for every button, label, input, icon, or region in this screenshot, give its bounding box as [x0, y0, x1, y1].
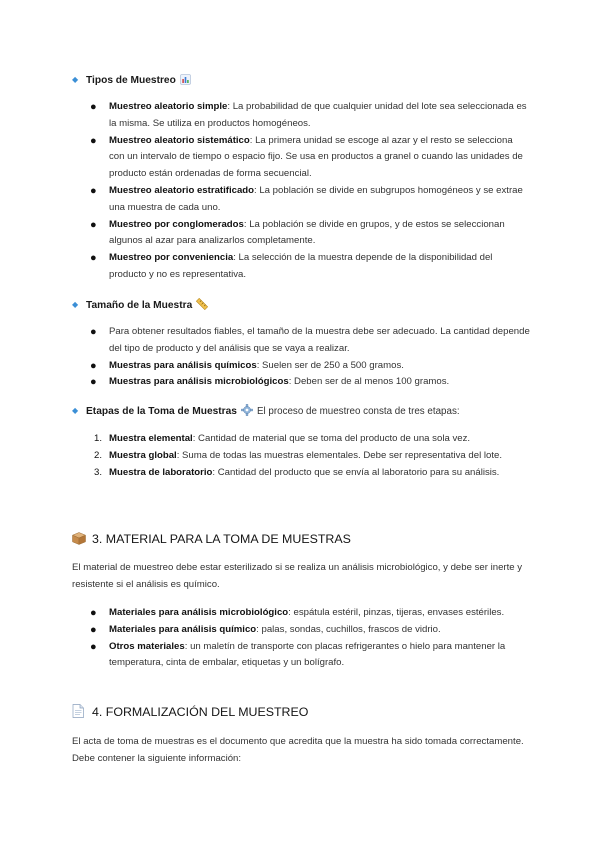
subsection-title: Tamaño de la Muestra [86, 300, 193, 311]
diamond-bullet-icon: ◆ [72, 75, 79, 84]
subsection-title: Etapas de la Toma de Muestras [86, 406, 237, 417]
list-item: 2. Muestra global: Suma de todas las muestras elementales. Debe ser representativa del lote. [93, 449, 502, 461]
section-heading-text: 3. MATERIAL PARA LA TOMA DE MUESTRAS [92, 532, 351, 546]
list-item: 1. Muestra elemental: Cantidad de material que se toma del producto de una sola vez. [93, 433, 471, 444]
bar-chart-icon [180, 74, 191, 91]
diamond-bullet-icon: ◆ [72, 300, 79, 309]
list-item: ● Muestreo aleatorio sistemático: La primera unidad se escoge al azar y el resto se selecciona con un intervalo de tiempo o espacio fijo. Se usa en productos a granel o cuando las unidades de producto están ordenadas de forma secuencial. [90, 134, 523, 180]
bullet-icon: ● [90, 326, 97, 338]
section-4-paragraph: El acta de toma de muestras es el documento que acredita que la muestra ha sido tomada correctamente. Debe contener la siguiente información: [72, 736, 524, 764]
subsection-tipos-de-muestreo [72, 72, 191, 91]
list-item: ● Muestreo aleatorio simple: La probabilidad de que cualquier unidad del lote sea seleccionada es la misma. Se utiliza en productos homogéneos. [90, 101, 527, 129]
section-3-paragraph: El material de muestreo debe estar esterilizado si se realiza un análisis microbiológico, y debe ser inerte y resistente si el análisis es químico. [72, 562, 523, 590]
list-item: ● Otros materiales: un maletín de transporte con placas refrigerantes o hielo para mantener la temperatura, cinta de embalar, etiquetas y un bolígrafo. [90, 640, 506, 669]
etapas-list [90, 431, 530, 481]
bullet-icon: ● [90, 623, 97, 636]
gear-icon [241, 404, 253, 422]
list-item: ● Materiales para análisis microbiológico: espátula estéril, pinzas, tijeras, envases estériles. [90, 605, 530, 622]
ruler-icon [196, 298, 208, 316]
subsection-title: Tipos de Muestreo [86, 75, 176, 86]
bullet-icon: ● [90, 101, 97, 113]
subsection-tamano-de-la-muestra [72, 297, 208, 316]
list-item: ● Para obtener resultados fiables, el tamaño de la muestra debe ser adecuado. La cantidad depende del tipo de producto y del análisis que se vaya a realizar. [90, 326, 530, 354]
bullet-icon: ● [90, 359, 97, 372]
package-icon [72, 530, 88, 548]
bullet-icon: ● [90, 184, 97, 197]
list-item: ● Materiales para análisis químico: palas, sondas, cuchillos, frascos de vidrio. [90, 622, 530, 639]
list-item: ● Muestreo por conglomerados: La población se divide en grupos, y de estos se seleccionan algunos al azar para analizarlos completamente. [90, 218, 505, 247]
bullet-icon: ● [90, 376, 97, 389]
bullet-icon: ● [90, 607, 97, 619]
materials-list [90, 605, 530, 672]
list-item: 3. Muestra de laboratorio: Cantidad del producto que se envía al laboratorio para su análisis. [93, 466, 500, 478]
document-icon [72, 703, 88, 721]
tipos-list [90, 99, 530, 284]
bullet-icon: ● [90, 252, 97, 265]
diamond-bullet-icon: ◆ [72, 406, 79, 415]
section-4-heading [72, 703, 308, 721]
list-item: ● Muestreo aleatorio estratificado: La población se divide en subgrupos homogéneos y se extrae una muestra de cada uno. [90, 184, 523, 213]
list-item: ● Muestras para análisis químicos: Suelen ser de 250 a 500 gramos. [90, 358, 530, 375]
bullet-icon: ● [90, 134, 97, 147]
section-3-heading [72, 530, 351, 548]
bullet-icon: ● [90, 640, 97, 653]
subsection-etapas [72, 403, 460, 422]
list-item: ● Muestreo por conveniencia: La selección de la muestra depende de la disponibilidad del producto y no es representativa. [90, 252, 493, 280]
list-item: ● Muestras para análisis microbiológicos: Deben ser de al menos 100 gramos. [90, 374, 530, 391]
subsection-suffix: El proceso de muestreo consta de tres etapas: [256, 406, 460, 417]
tamano-list [90, 324, 530, 391]
bullet-icon: ● [90, 218, 97, 231]
section-heading-text: 4. FORMALIZACIÓN DEL MUESTREO [92, 705, 309, 719]
